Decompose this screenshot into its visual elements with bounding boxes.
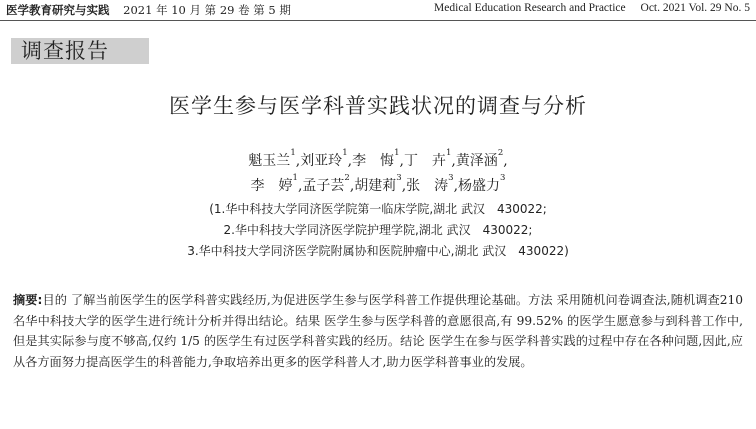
abstract-label: 摘要:: [13, 293, 43, 307]
author-name: 李 婷: [250, 178, 293, 194]
author-sup: 3: [448, 173, 454, 183]
author-name: 刘亚玲: [300, 153, 343, 169]
author-name: 魁玉兰: [248, 153, 291, 169]
abstract: [13, 290, 743, 372]
author-name: 李 悔: [352, 153, 395, 169]
author-separator: ,: [401, 178, 407, 194]
author-sup: 2: [344, 173, 350, 183]
author-line-1: [0, 150, 756, 170]
header-left: [6, 2, 291, 18]
abstract-text: 目的 了解当前医学生的医学科普实践经历,为促进医学生参与医学科普工作提供理论基础。方法 采用随机问卷调查法,随机调查210 名华中科技大学的医学生进行统计分析并得出结论。结果 医学生参与医学科普的意愿很高,有 99.52% 的医学生愿意参与到科普工作中,但是其实际参与度不够高,仅约 1/5 的医学生有过医学科普实践的经历。结论 医学生在参与医学科普实践的过程中存在各种问题,因此,应从各方面努力提高医学生的科普能力,争取培养出更多的医学科普人才,助力医学科普事业的发展。: [13, 293, 744, 369]
author-separator: ,: [349, 178, 355, 194]
issue-cn: 2021 年 10 月 第 29 卷 第 5 期: [123, 3, 291, 17]
author-sup: 1: [292, 173, 298, 183]
author-sup: 3: [500, 173, 506, 183]
author-separator: ,: [451, 153, 456, 169]
affiliation-3: 3.华中科技大学同济医学院附属协和医院肿瘤中心,湖北 武汉 430022): [187, 244, 569, 258]
section-tag: 调查报告: [11, 38, 149, 64]
author-separator: ,: [295, 153, 301, 169]
author-sup: 1: [394, 148, 400, 158]
author-sup: 2: [497, 148, 504, 158]
journal-name-en: Medical Education Research and Practice: [434, 2, 626, 14]
author-sup: 1: [342, 148, 348, 158]
author-separator: ,: [503, 153, 508, 169]
paper-title: 医学生参与医学科普实践状况的调查与分析: [169, 94, 587, 118]
journal-name-cn: 医学教育研究与实践: [6, 3, 110, 17]
author-name: 黄泽涵: [455, 153, 498, 169]
affiliation-1: (1.华中科技大学同济医学院第一临床学院,湖北 武汉 430022;: [209, 202, 547, 216]
author-name: 杨盛力: [458, 178, 501, 194]
author-sup: 1: [445, 148, 452, 158]
running-header: [0, 0, 756, 21]
author-name: 丁 卉: [403, 153, 446, 169]
author-separator: ,: [453, 178, 459, 194]
header-right: [434, 2, 750, 14]
author-name: 孟子芸: [302, 178, 345, 194]
author-sup: 3: [396, 173, 402, 183]
author-name: 胡建莉: [354, 178, 397, 194]
issue-en: Oct. 2021 Vol. 29 No. 5: [640, 2, 750, 14]
author-separator: ,: [347, 153, 353, 169]
author-separator: ,: [297, 178, 303, 194]
author-name: 张 涛: [406, 178, 449, 194]
author-line-2: [0, 175, 756, 195]
author-sup: 1: [290, 148, 296, 158]
author-separator: ,: [399, 153, 404, 169]
affiliation-2: 2.华中科技大学同济医学院护理学院,湖北 武汉 430022;: [223, 223, 533, 237]
